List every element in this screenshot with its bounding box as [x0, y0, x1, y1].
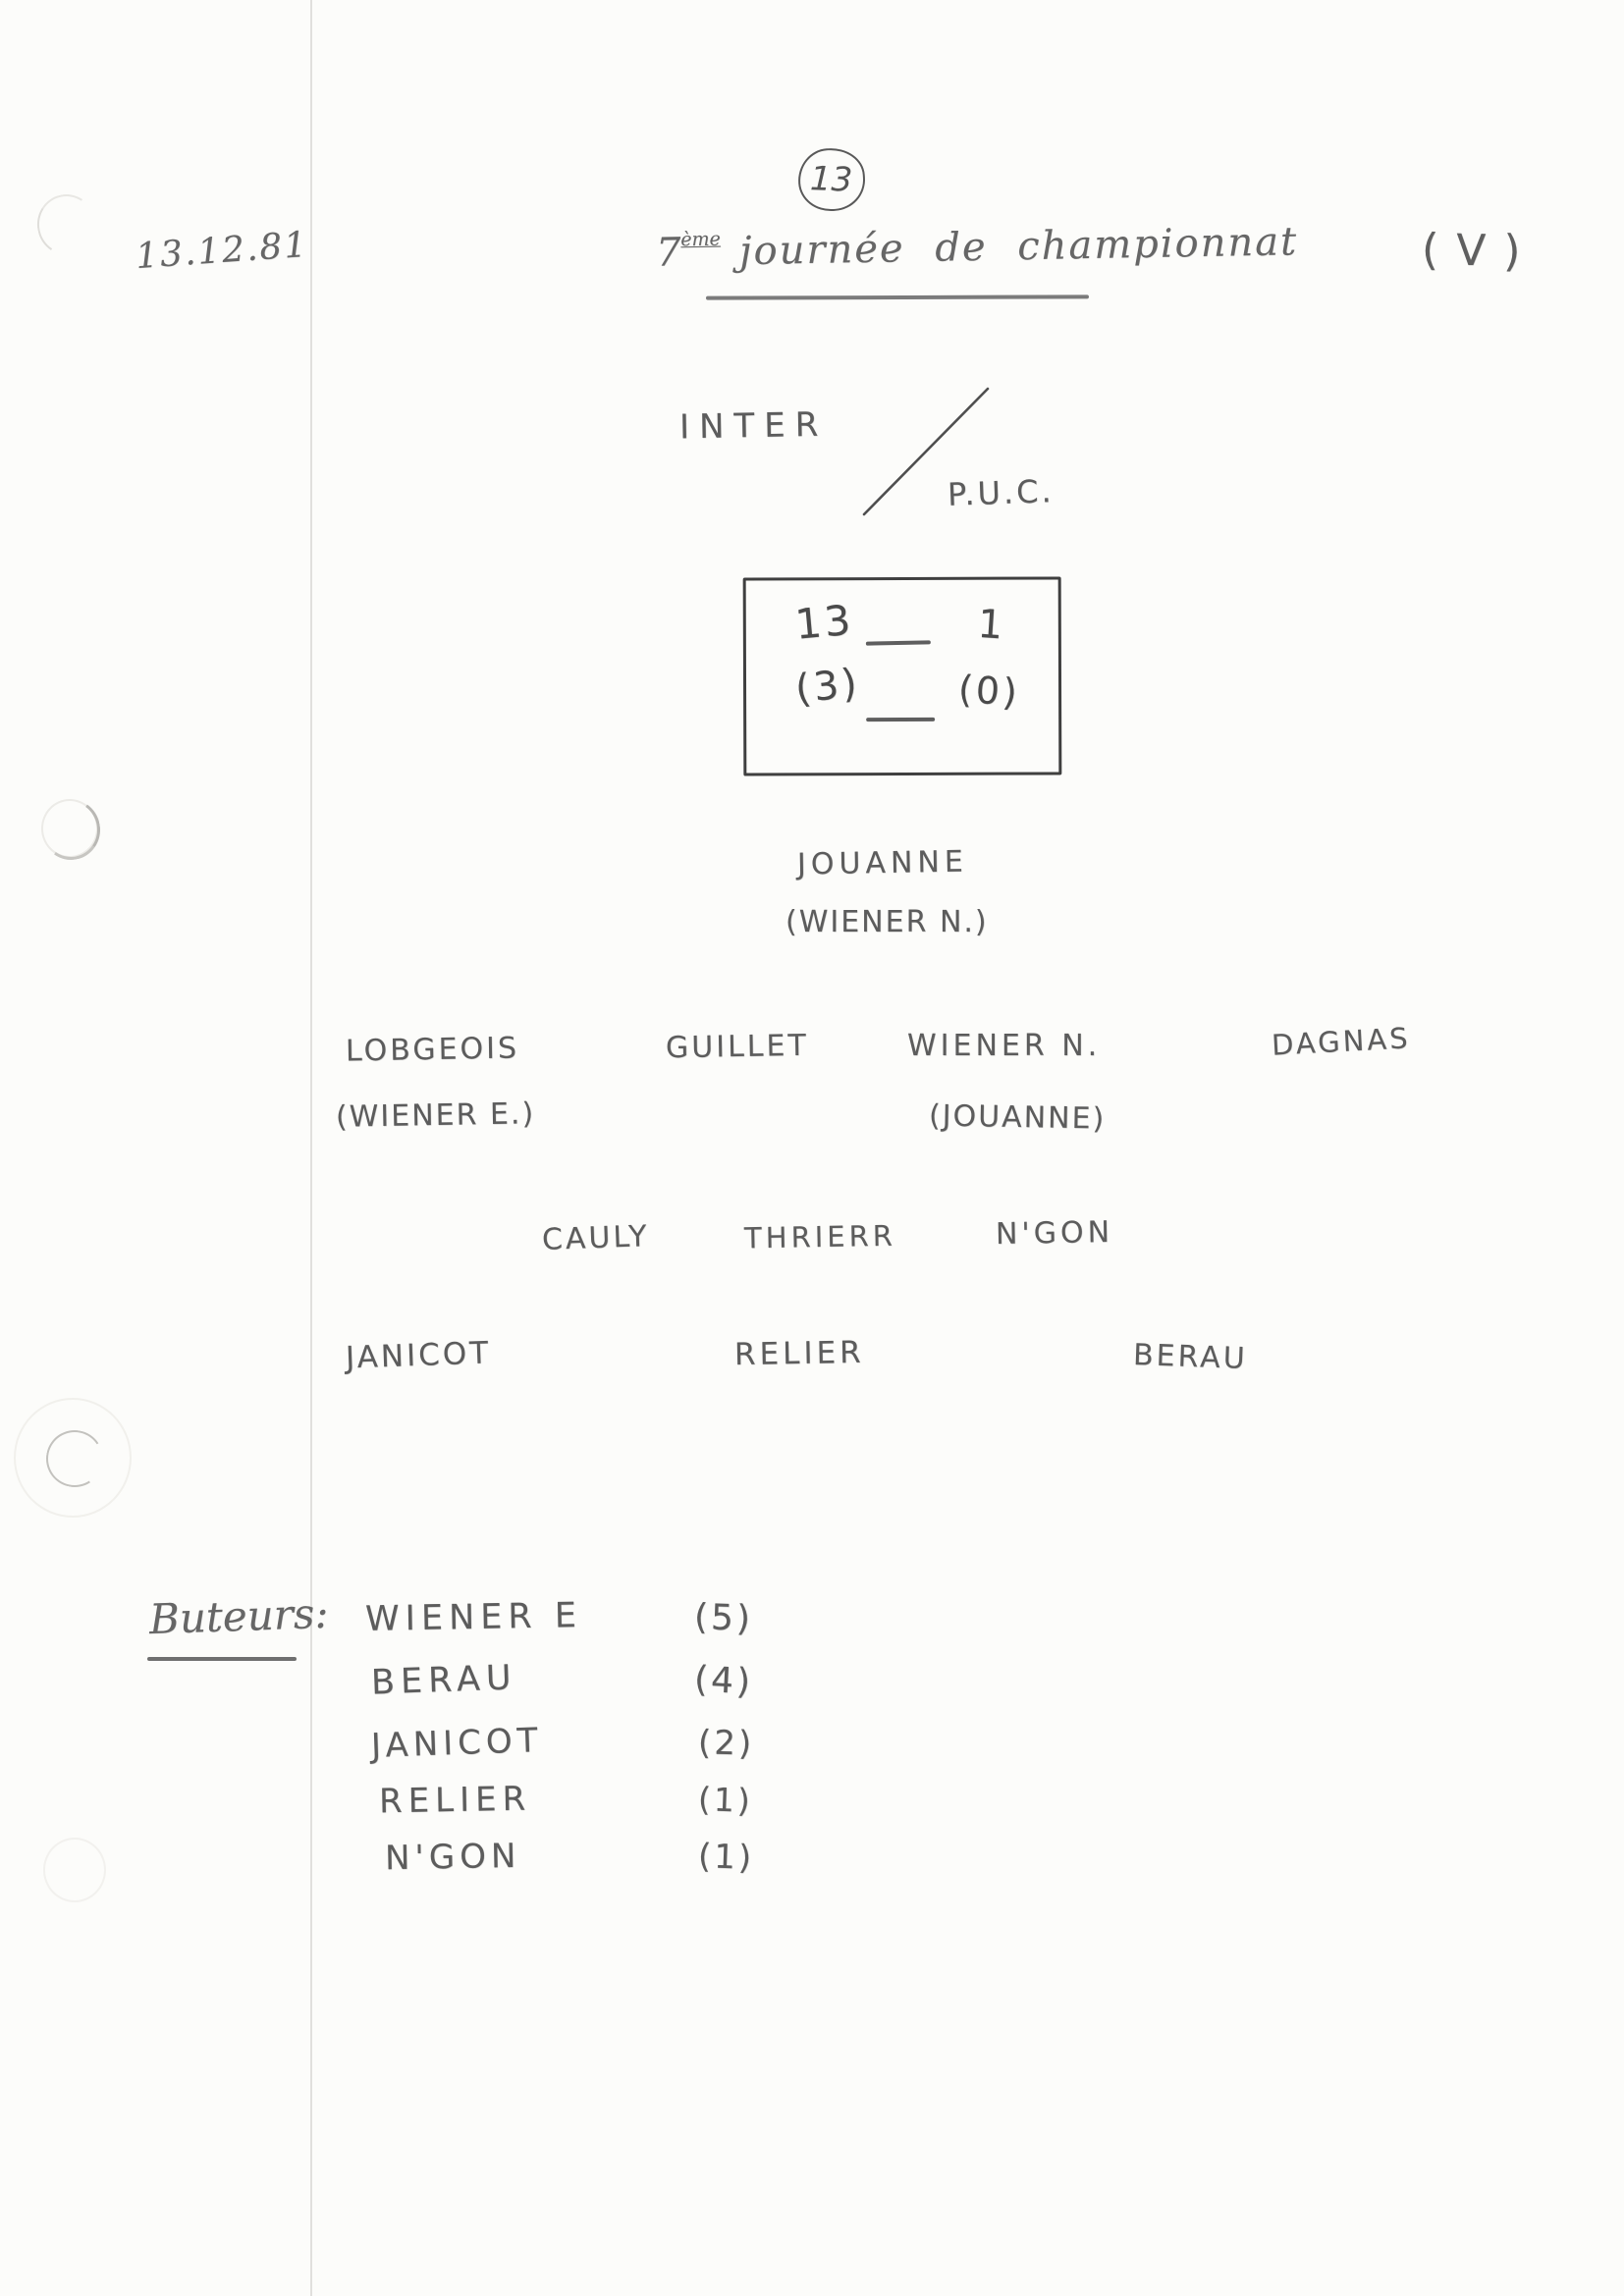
scorer-row [370, 1658, 755, 1703]
punch-hole-top [31, 188, 102, 260]
scorer-goals: (4) [692, 1659, 755, 1703]
scorer-name: BERAU [370, 1658, 518, 1703]
title-underline [706, 294, 1089, 299]
page-number-badge [796, 146, 867, 214]
midfielder-name: CAULY [541, 1219, 651, 1257]
page-number: 13 [809, 159, 854, 200]
score-box [743, 576, 1062, 775]
defender-name: WIENER N. [907, 1029, 1102, 1063]
midfielder-name: THRIERR [743, 1218, 897, 1255]
punch-hole-upper [36, 794, 105, 864]
scorer-row [384, 1836, 755, 1879]
defender-substitute: (WIENER E.) [335, 1096, 536, 1135]
forward-name: JANICOT [345, 1335, 492, 1376]
home-halftime-score: (3) [792, 660, 862, 713]
page-title-superscript: ème [680, 228, 721, 251]
scorer-goals: (1) [697, 1780, 754, 1820]
forward-name: RELIER [733, 1334, 865, 1373]
scorer-name: WIENER E [364, 1596, 583, 1639]
home-score: 13 [792, 595, 856, 649]
away-halftime-score: (0) [956, 667, 1022, 715]
scorers-underline [147, 1657, 297, 1661]
midfielder-name: N'GON [995, 1214, 1114, 1253]
goalkeeper-substitute: (WIENER N.) [785, 905, 989, 939]
scorer-name: JANICOT [370, 1720, 544, 1767]
match-date: 13.12.81 [134, 224, 310, 278]
scorer-goals: (5) [693, 1596, 754, 1640]
scorer-name: RELIER [378, 1779, 532, 1822]
scorer-row [370, 1720, 755, 1767]
venue-indicator: ( V ) [1421, 225, 1523, 277]
home-team-name: INTER [678, 404, 829, 448]
defender-name: LOBGEOIS [345, 1031, 520, 1069]
defender-name: GUILLET [665, 1028, 810, 1066]
defender-name: DAGNAS [1271, 1021, 1412, 1062]
forward-name: BERAU [1132, 1337, 1249, 1377]
goalkeeper-name: JOUANNE [796, 844, 969, 882]
scorer-goals: (2) [697, 1723, 755, 1764]
page-title-prefix: 7 [655, 230, 681, 276]
halftime-dash [866, 718, 935, 721]
away-team-name: P.U.C. [947, 472, 1056, 513]
punch-hole-ghost [43, 1838, 106, 1902]
scorer-name: N'GON [384, 1836, 521, 1879]
margin-line [310, 0, 312, 2296]
page-title-text: journée de championnat [738, 219, 1299, 275]
defender-substitute: (JOUANNE) [928, 1098, 1107, 1137]
away-score: 1 [976, 601, 1007, 649]
scorer-row [364, 1596, 754, 1640]
scorer-row [378, 1779, 754, 1822]
page-title [655, 219, 1299, 276]
score-dash [866, 640, 931, 645]
scorer-goals: (1) [697, 1837, 755, 1878]
scorers-label: Buteurs: [148, 1588, 330, 1644]
